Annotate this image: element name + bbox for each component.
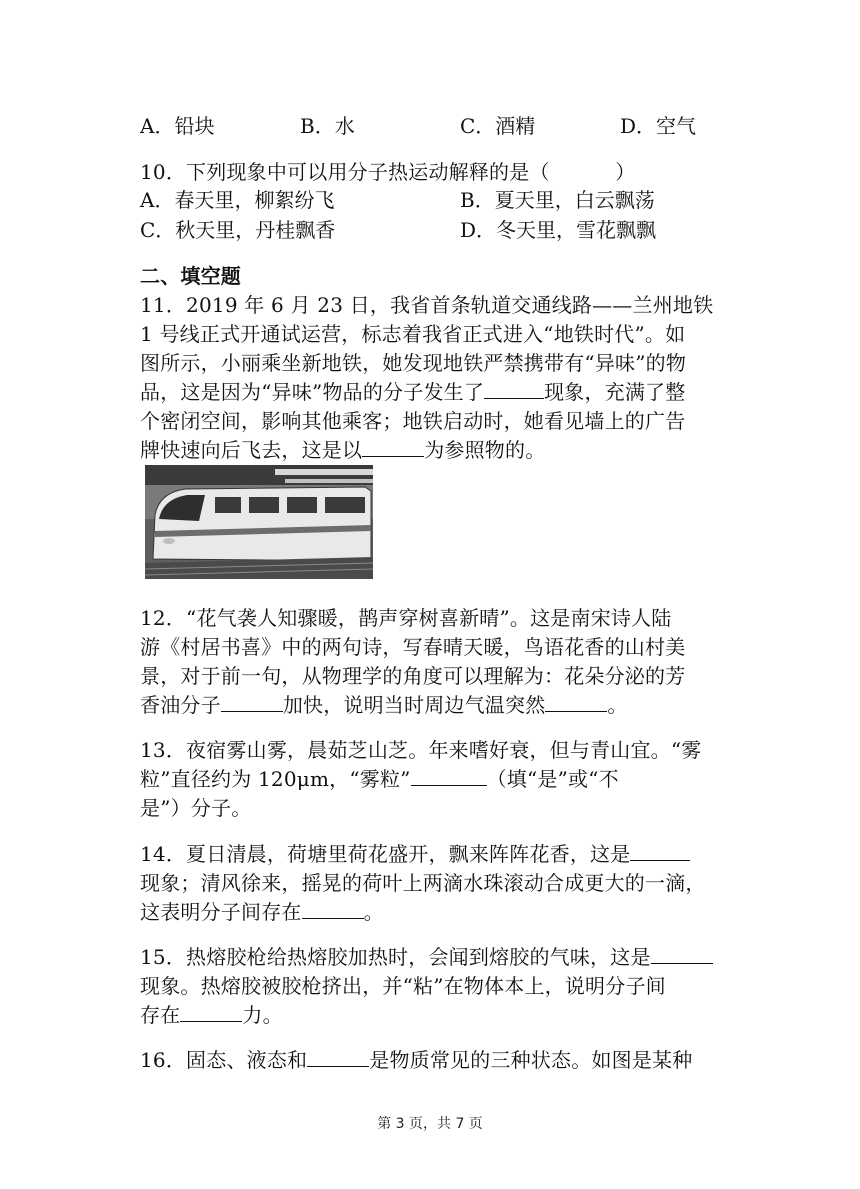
- subway-train-photo: [145, 465, 373, 579]
- q9-option-c: C．酒精: [460, 114, 536, 138]
- q12-line-1: 12．“花气袭人知骤暖，鹊声穿树喜新晴”。这是南宋诗人陆: [140, 606, 672, 630]
- q10-stem: 10．下列现象中可以用分子热运动解释的是（ ）: [140, 160, 636, 184]
- q9-option-d: D．空气: [620, 114, 697, 138]
- q14-line-3-text-a: 这表明分子间存在: [140, 900, 302, 924]
- q16-line-1-text-b: 是物质常见的三种状态。如图是某种: [369, 1048, 693, 1072]
- q11-line-4-text-b: 现象，充满了整: [544, 380, 686, 404]
- q16-answer-blank[interactable]: [307, 1048, 369, 1067]
- q14-line-2: 现象；清风徐来，摇晃的荷叶上两滴水珠滚动合成更大的一滴，: [140, 871, 706, 895]
- q16-line-1-text-a: 16．固态、液态和: [140, 1048, 308, 1072]
- q10-option-b: B．夏天里，白云飘荡: [460, 188, 655, 212]
- q11-answer-blank-1[interactable]: [484, 380, 544, 399]
- q12-line-4: [140, 691, 628, 719]
- q14-line-3-text-b: 。: [363, 900, 384, 924]
- q10-option-c: C．秋天里，丹桂飘香: [140, 218, 336, 242]
- q11-line-6-text-b: 为参照物的。: [424, 438, 546, 462]
- q15-line-1-text: 15．热熔胶枪给热熔胶加热时，会闻到熔胶的气味，这是: [140, 945, 651, 969]
- q11-line-5: 个密闭空间，影响其他乘客；地铁启动时，她看见墙上的广告: [140, 409, 686, 433]
- q11-line-4-text-a: 品，这是因为“异味”物品的分子发生了: [140, 380, 485, 404]
- q11-line-1: 11．2019 年 6 月 23 日，我省首条轨道交通线路——兰州地铁: [140, 293, 714, 317]
- q12-line-4-text-b: 加快，说明当时周边气温突然: [282, 693, 546, 717]
- q15-line-1: [140, 943, 713, 971]
- q9-option-a: A．铅块: [140, 114, 215, 138]
- q14-answer-blank-2[interactable]: [302, 900, 364, 919]
- q9-option-b: B．水: [300, 114, 355, 138]
- q15-line-3: [140, 1001, 283, 1029]
- q10-option-d: D．冬天里，雪花飘飘: [460, 218, 657, 242]
- q12-line-4-text-c: 。: [607, 693, 628, 717]
- q15-answer-blank-1[interactable]: [651, 945, 713, 964]
- q13-line-2-text-b: （填“是”或“不: [486, 767, 619, 791]
- q14-answer-blank-1[interactable]: [630, 842, 690, 861]
- q15-line-2: 现象。热熔胶被胶枪挤出，并“粘”在物体本上，说明分子间: [140, 974, 666, 998]
- section-title-fill-in: 二、填空题: [140, 264, 241, 288]
- q13-line-1: 13．夜宿雾山雾，晨茹芝山芝。年来嗜好衰，但与青山宜。“雾: [140, 738, 702, 762]
- q11-answer-blank-2[interactable]: [362, 438, 424, 457]
- q14-line-1-text: 14．夏日清晨，荷塘里荷花盛开，飘来阵阵花香，这是: [140, 842, 631, 866]
- q12-line-2: 游《村居书喜》中的两句诗，写春晴天暖，鸟语花香的山村美: [140, 635, 686, 659]
- q12-answer-blank-1[interactable]: [221, 693, 283, 712]
- q14-line-3: [140, 898, 384, 926]
- q11-line-6-text-a: 牌快速向后飞去，这是以: [140, 438, 363, 462]
- q14-line-1: [140, 840, 690, 868]
- q12-line-3: 景，对于前一句，从物理学的角度可以理解为：花朵分泌的芳: [140, 664, 686, 688]
- q11-line-6: [140, 436, 545, 464]
- q11-line-3: 图所示，小丽乘坐新地铁，她发现地铁严禁携带有“异味”的物: [140, 351, 687, 375]
- q11-line-4: [140, 378, 685, 406]
- q13-line-2: [140, 765, 619, 793]
- q15-line-3-text-b: 力。: [242, 1003, 283, 1027]
- q13-line-2-text-a: 粒”直径约为 120μm，“雾粒”: [140, 767, 411, 791]
- q10-option-a: A．春天里，柳絮纷飞: [140, 188, 335, 212]
- q12-line-4-text-a: 香油分子: [140, 693, 221, 717]
- q16-line-1: [140, 1046, 692, 1074]
- q13-answer-blank[interactable]: [411, 767, 487, 786]
- q15-line-3-text-a: 存在: [140, 1003, 181, 1027]
- q12-answer-blank-2[interactable]: [545, 693, 607, 712]
- q13-line-3: 是”）分子。: [140, 796, 252, 820]
- q11-line-2: 1 号线正式开通试运营，标志着我省正式进入“地铁时代”。如: [140, 322, 686, 346]
- q15-answer-blank-2[interactable]: [180, 1003, 242, 1022]
- page-number-footer: 第 3 页，共 7 页: [377, 1116, 483, 1132]
